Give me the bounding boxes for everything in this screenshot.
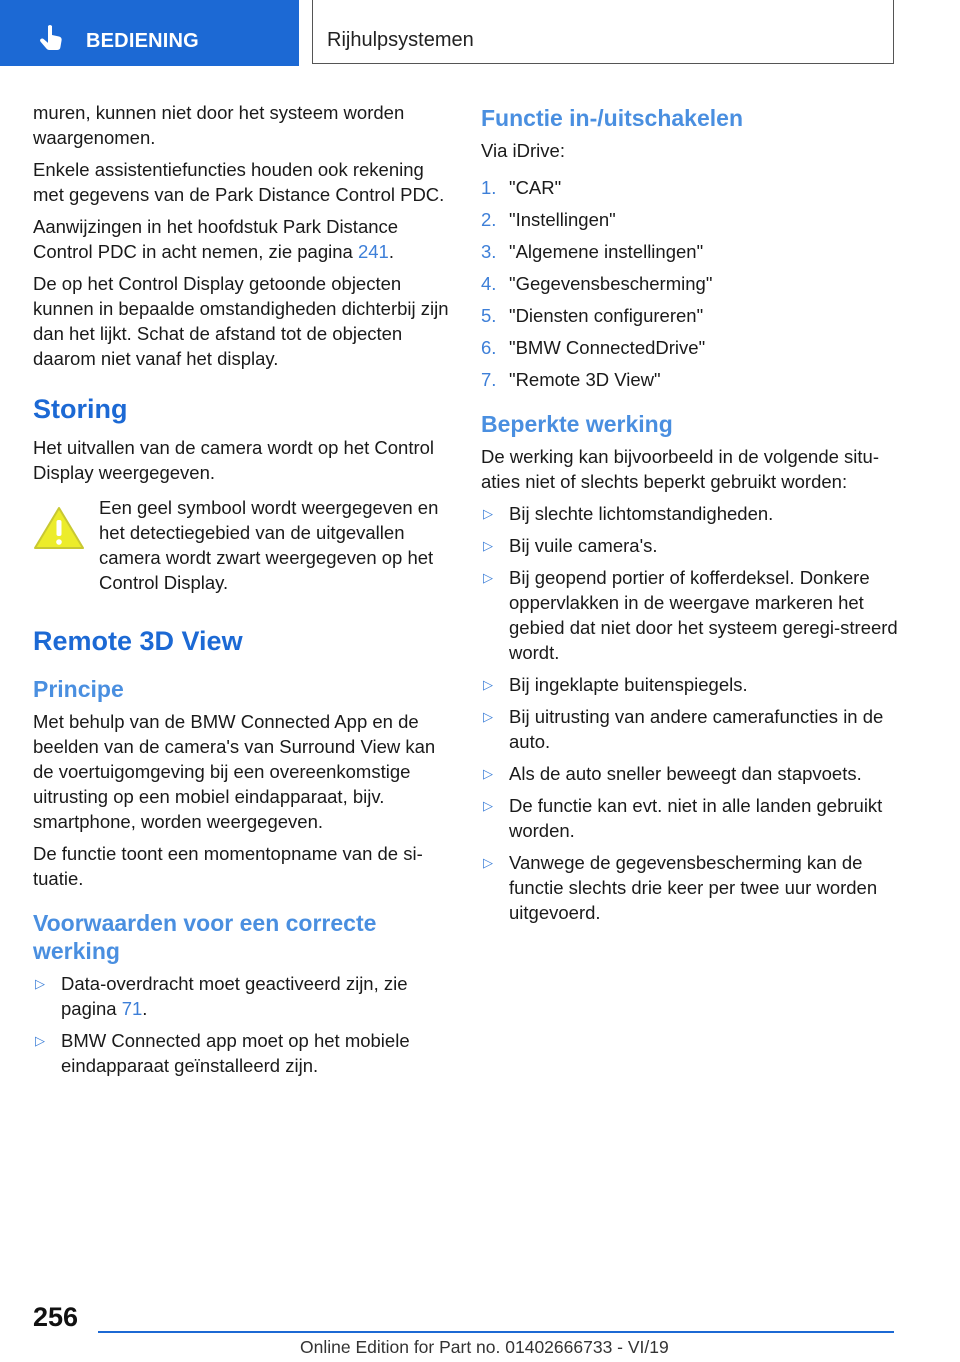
heading-voorwaarden: Voorwaarden voor een correcte werking (33, 910, 377, 964)
list-item: ▷ Vanwege de gegevensbescherming kan de functie slechts drie keer per twee uur worden uitgevoerd. (483, 852, 878, 923)
list-item: 1. "CAR" (481, 177, 562, 198)
heading-principe: Principe (33, 676, 124, 702)
list-item: ▷ Bij ingeklapte buitenspiegels. (483, 674, 748, 695)
warning-triangle-icon (33, 505, 85, 551)
list-item: ▷ Bij uitrusting van andere camerafuncties in de auto. (483, 706, 884, 752)
triangle-bullet-icon: ▷ (483, 766, 493, 781)
triangle-bullet-icon: ▷ (483, 677, 493, 692)
section-label: BEDIENING (86, 30, 199, 52)
list-item: ▷ BMW Connected app moet op het mobiele eindapparaat geïnstalleerd zijn. (35, 1030, 410, 1076)
list-item: ▷ De functie kan evt. niet in alle landen gebruikt worden. (483, 795, 883, 841)
heading-remote-3d-view: Remote 3D View (33, 626, 243, 656)
triangle-bullet-icon: ▷ (483, 855, 493, 870)
right-column (481, 100, 901, 932)
list-item: ▷ Bij slechte lichtomstandigheden. (483, 503, 774, 524)
list-item: ▷ Bij vuile camera's. (483, 535, 658, 556)
list-item: ▷ Data-overdracht moet geactiveerd zijn, zie pagina 71. (35, 973, 408, 1019)
footer-divider (98, 1331, 894, 1333)
list-item: 3. "Algemene instellingen" (481, 241, 704, 262)
page-link[interactable]: 241 (357, 241, 389, 262)
page-number: 256 (33, 1302, 79, 1332)
paragraph: Het uitvallen van de camera wordt op het Control Display weergegeven. (33, 437, 435, 483)
chapter-title: Rijhulpsystemen (327, 29, 474, 51)
hand-pointer-icon (38, 22, 68, 52)
warning-note (33, 495, 451, 595)
heading-functie: Functie in-/uitschakelen (481, 105, 743, 131)
triangle-bullet-icon: ▷ (35, 976, 45, 991)
paragraph: De op het Control Display getoonde objecten kunnen in bepaalde omstandigheden dichterbij zijn dan het lijkt. Schat de afstand tot de objecten daarom niet vanaf het display. (33, 273, 449, 369)
limitations-list (481, 501, 901, 925)
list-item: ▷ Bij geopend portier of kofferdeksel. Donkere oppervlakken in de weergave markeren het gebied dat niet door het systeem geregi-streerd wordt. (483, 567, 898, 663)
left-column (33, 100, 451, 1085)
list-item: 5. "Diensten configureren" (481, 305, 704, 326)
paragraph: Met behulp van de BMW Connected App en de beelden van de camera's van Surround View kan de voertuigomgeving bij een overeenkomstige uitrusting op een mobiel eindapparaat, bijv. smartphone, worden weergegeven. (33, 711, 436, 832)
paragraph: De werking kan bijvoorbeeld in de volgende situ-aties niet of slechts beperkt gebruikt worden: (481, 446, 879, 492)
list-item: 6. "BMW ConnectedDrive" (481, 337, 706, 358)
paragraph: Enkele assistentiefuncties houden ook rekening met gegevens van de Park Distance Control PDC. (33, 159, 445, 205)
conditions-list (33, 971, 451, 1078)
list-item: ▷ Als de auto sneller beweegt dan stapvoets. (483, 763, 862, 784)
list-item: 2. "Instellingen" (481, 209, 616, 230)
triangle-bullet-icon: ▷ (483, 538, 493, 553)
steps-list (481, 175, 901, 392)
paragraph: De functie toont een momentopname van de si-tuatie. (33, 843, 423, 889)
list-item: 7. "Remote 3D View" (481, 369, 661, 390)
list-item: 4. "Gegevensbescherming" (481, 273, 713, 294)
triangle-bullet-icon: ▷ (483, 709, 493, 724)
triangle-bullet-icon: ▷ (483, 798, 493, 813)
edition-text: Online Edition for Part no. 01402666733 - VI/19 (300, 1337, 669, 1357)
page-link[interactable]: 71 (121, 998, 143, 1019)
heading-storing: Storing (33, 394, 128, 424)
triangle-bullet-icon: ▷ (35, 1033, 45, 1048)
paragraph: Aanwijzingen in het hoofdstuk Park Distance Control PDC in acht nemen, zie pagina 241. (33, 216, 399, 262)
paragraph: Via iDrive: (481, 140, 565, 161)
triangle-bullet-icon: ▷ (483, 570, 493, 585)
paragraph: muren, kunnen niet door het systeem worden waargenomen. (33, 102, 405, 148)
warning-text: Een geel symbool wordt weergegeven en het detectiegebied van de uitgevallen camera wordt zwart weergegeven op het Control Display. (99, 497, 439, 593)
section-tab[interactable] (0, 0, 299, 66)
heading-beperkte-werking: Beperkte werking (481, 411, 673, 437)
triangle-bullet-icon: ▷ (483, 506, 493, 521)
chapter-header (312, 0, 894, 64)
